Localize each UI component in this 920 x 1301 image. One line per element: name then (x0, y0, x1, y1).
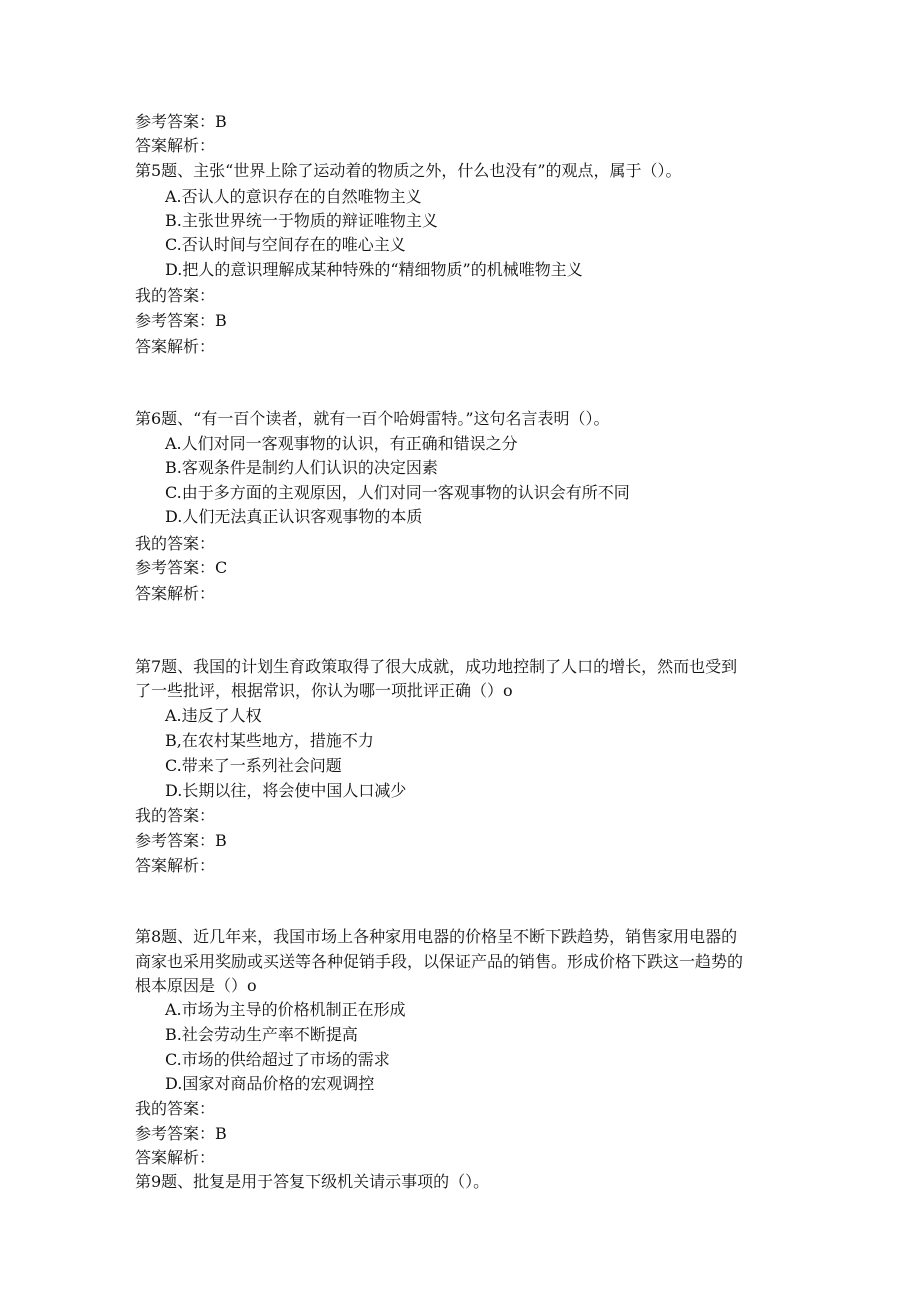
question-6-stem: 第6题、“有一百个读者，就有一百个哈姆雷特。”这句名言表明（）。 (135, 409, 610, 428)
question-7-option-a: A.违反了人权 (165, 706, 262, 725)
question-7-option-d: D.长期以往，将会使中国人口减少 (165, 781, 407, 800)
question-5-option-b: B.主张世界统一于物质的辩证唯物主义 (165, 211, 438, 230)
question-5-option-c: C.否认时间与空间存在的唯心主义 (165, 235, 406, 254)
question-9-stem: 第9题、批复是用于答复下级机关请示事项的（）。 (135, 1172, 490, 1191)
question-6-option-c: C.由于多方面的主观原因，人们对同一客观事物的认识会有所不同 (165, 483, 630, 502)
question-7-option-b: B,在农村某些地方，措施不力 (165, 731, 374, 750)
question-6-reference-answer: 参考答案：C (135, 558, 228, 577)
question-6-my-answer: 我的答案： (135, 534, 216, 553)
question-8-option-b: B.社会劳动生产率不断提高 (165, 1025, 358, 1044)
question-5-option-a: A.否认人的意识存在的自然唯物主义 (165, 187, 422, 206)
question-6-option-d: D.人们无法真正认识客观事物的本质 (165, 507, 423, 526)
question-5-option-d: D.把人的意识理解成某种特殊的“精细物质”的机械唯物主义 (165, 260, 583, 279)
question-7-reference-answer: 参考答案：B (135, 831, 227, 850)
question-8-option-d: D.国家对商品价格的宏观调控 (165, 1074, 375, 1093)
question-6-option-a: A.人们对同一客观事物的认识，有正确和错误之分 (165, 434, 518, 453)
question-7-my-answer: 我的答案： (135, 806, 216, 825)
question-8-stem-line-3: 根本原因是（）o (135, 976, 257, 995)
question-5-stem: 第5题、主张“世界上除了运动着的物质之外，什么也没有”的观点，属于（）。 (135, 161, 682, 180)
question-8-option-a: A.市场为主导的价格机制正在形成 (165, 1000, 406, 1019)
question-8-option-c: C.市场的供给超过了市场的需求 (165, 1050, 390, 1069)
question-5-my-answer: 我的答案： (135, 286, 216, 305)
prev-answer-analysis: 答案解析： (135, 136, 216, 155)
question-8-stem-line-2: 商家也采用奖励或买送等各种促销手段，以保证产品的销售。形成价格下跌这一趋势的 (135, 952, 744, 971)
question-7-stem-line-1: 第7题、我国的计划生育政策取得了很大成就，成功地控制了人口的增长，然而也受到 (135, 657, 738, 676)
question-8-analysis: 答案解析： (135, 1148, 216, 1167)
question-6-analysis: 答案解析： (135, 584, 216, 603)
prev-reference-answer: 参考答案：B (135, 112, 227, 131)
question-8-stem-line-1: 第8题、近几年来，我国市场上各种家用电器的价格呈不断下跌趋势，销售家用电器的 (135, 927, 738, 946)
question-5-analysis: 答案解析： (135, 337, 216, 356)
question-8-my-answer: 我的答案： (135, 1099, 216, 1118)
question-6-option-b: B.客观条件是制约人们认识的决定因素 (165, 458, 438, 477)
question-7-option-c: C.带来了一系列社会问题 (165, 756, 342, 775)
question-7-stem-line-2: 了一些批评，根据常识，你认为哪一项批评正确（）o (135, 681, 513, 700)
question-5-reference-answer: 参考答案：B (135, 311, 227, 330)
question-8-reference-answer: 参考答案：B (135, 1124, 227, 1143)
question-7-analysis: 答案解析： (135, 856, 216, 875)
